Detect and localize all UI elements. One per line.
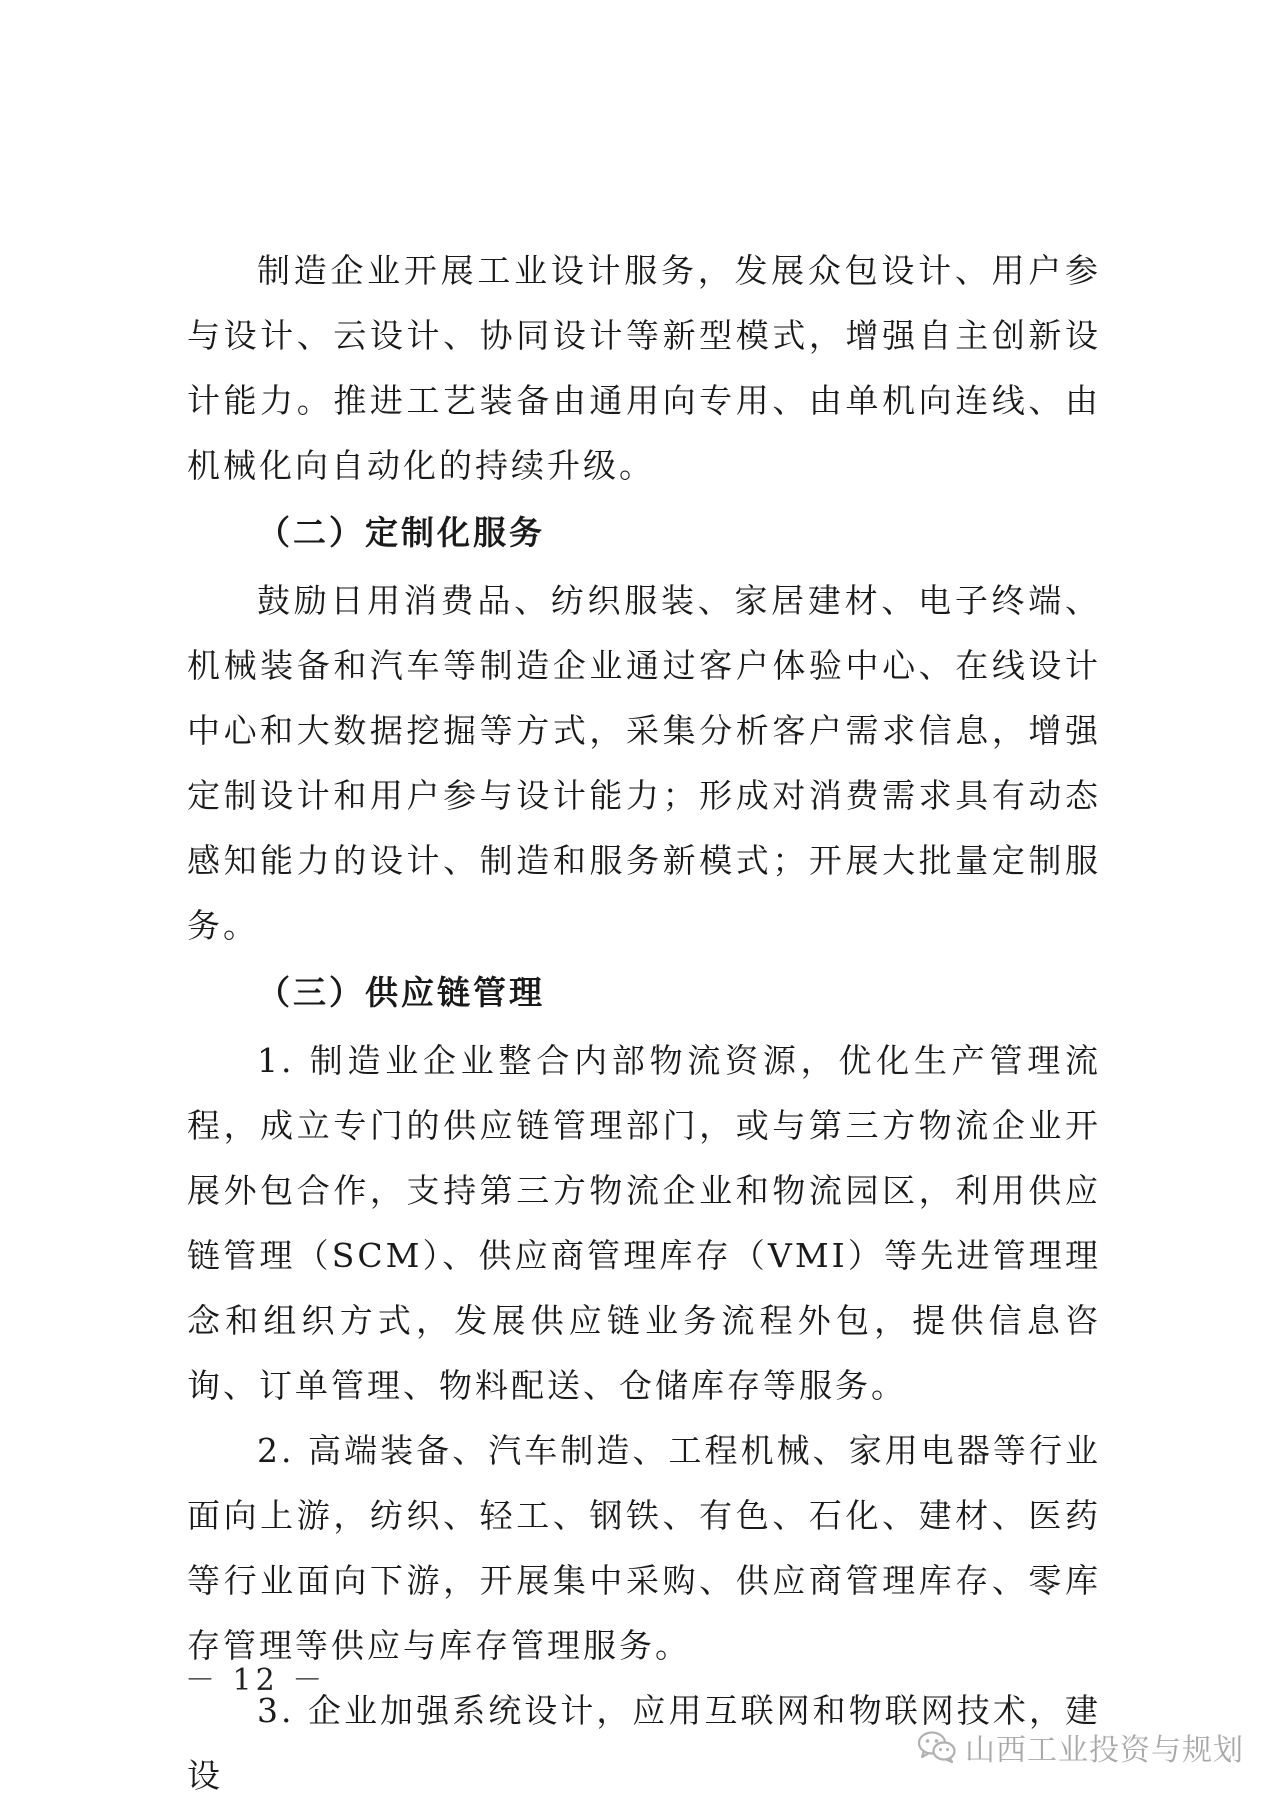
wechat-icon bbox=[917, 1730, 957, 1764]
watermark-text: 山西工业投资与规划 bbox=[965, 1733, 1244, 1768]
paragraph-supply-chain-item-3: 3. 企业加强系统设计，应用互联网和物联网技术，建设 bbox=[187, 1691, 1101, 1795]
page-number: － 12 － bbox=[185, 1663, 327, 1698]
document-body bbox=[187, 238, 1101, 1808]
watermark bbox=[917, 1725, 1244, 1769]
paragraph-design-services: 制造企业开展工业设计服务，发展众包设计、用户参与设计、云设计、协同设计等新型模式，增强自主创新设计能力。推进工艺装备由通用向专用、由单机向连线、由机械化向自动化的持续升级。 bbox=[187, 251, 1101, 485]
heading-supply-chain-management: （三）供应链管理 bbox=[257, 973, 545, 1012]
paragraph-supply-chain-item-1: 1. 制造业企业整合内部物流资源，优化生产管理流程，成立专门的供应链管理部门，或与第三方物流企业开展外包合作，支持第三方物流企业和物流园区，利用供应链管理（SCM）、供应商管理库存（VMI）等先进管理理念和组织方式，发展供应链业务流程外包，提供信息咨询、订单管理、物料配送、仓储库存等服务。 bbox=[187, 1041, 1101, 1405]
paragraph-supply-chain-item-2: 2. 高端装备、汽车制造、工程机械、家用电器等行业面向上游，纺织、轻工、钢铁、有色、石化、建材、医药等行业面向下游，开展集中采购、供应商管理库存、零库存管理等供应与库存管理服务。 bbox=[187, 1431, 1101, 1665]
heading-customization-services: （二）定制化服务 bbox=[257, 513, 545, 552]
paragraph-customization: 鼓励日用消费品、纺织服装、家居建材、电子终端、机械装备和汽车等制造企业通过客户体验中心、在线设计中心和大数据挖掘等方式，采集分析客户需求信息，增强定制设计和用户参与设计能力；形成对消费需求具有动态感知能力的设计、制造和服务新模式；开展大批量定制服务。 bbox=[187, 581, 1101, 945]
